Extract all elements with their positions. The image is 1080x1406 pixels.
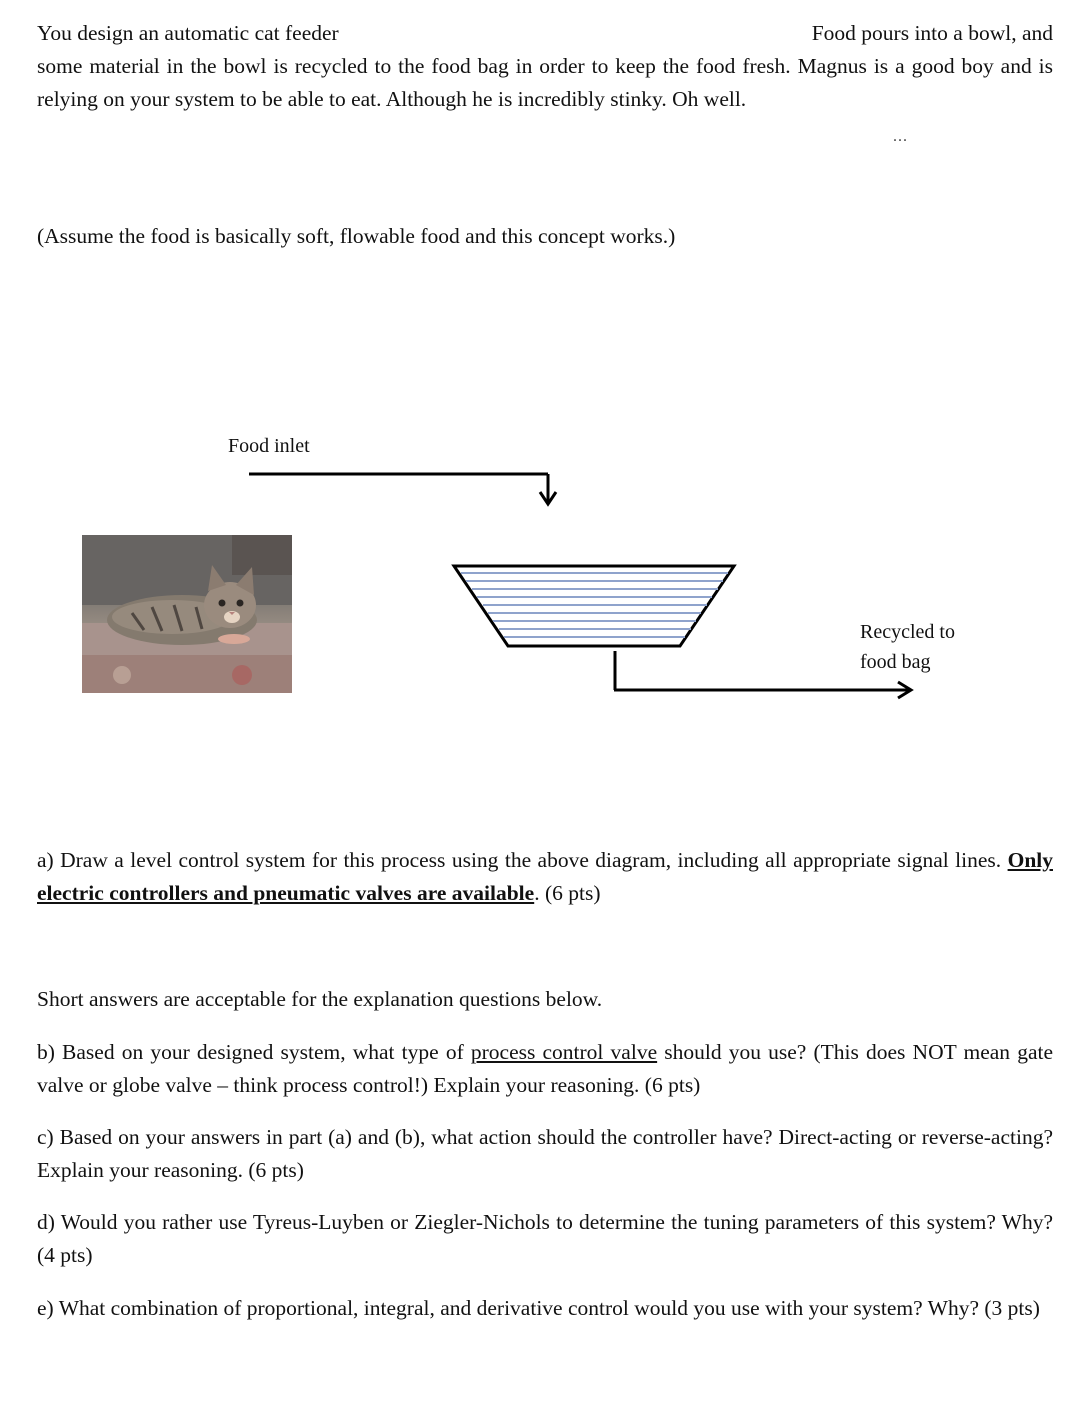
intro-paragraph: some material in the bowl is recycled to the food bag in order to keep the food fresh. Magnus is a good boy and is relying on your system to be able to eat. Although he is incredibly stinky. Oh well. xyxy=(37,54,1053,111)
short-answers-note: Short answers are acceptable for the explanation questions below. xyxy=(37,987,603,1011)
question-b-underlined: process control valve xyxy=(470,1040,658,1064)
question-b-suffix: should you use? (This does NOT mean gate valve or globe valve – think process control!) Explain your reasoning. (6 pts) xyxy=(37,1040,1054,1097)
question-a-prefix: a) Draw a level control system for this process using the above diagram, including all appropriate signal lines. xyxy=(37,848,1008,872)
intro-line-1-left: You design an automatic cat feeder xyxy=(37,21,339,45)
assumption-text: (Assume the food is basically soft, flowable food and this concept works.) xyxy=(37,224,676,248)
question-a xyxy=(37,844,1053,910)
cat-photo xyxy=(82,535,292,693)
question-a-suffix: . (6 pts) xyxy=(534,881,601,905)
intro-line-1-right: Food pours into a bowl, and xyxy=(811,21,1053,45)
recycle-label-line-2: food bag xyxy=(860,651,931,673)
recycle-label-line-1: Recycled to xyxy=(860,621,955,643)
question-a-emphasis: Only electric controllers and pneumatic valves are available xyxy=(37,848,1053,905)
bowl xyxy=(454,566,734,646)
question-c: c) Based on your answers in part (a) and (b), what action should the controller have? Direct-acting or reverse-acting? Explain your reasoning. (6 pts) xyxy=(37,1125,1053,1182)
ellipsis-mark: ... xyxy=(893,128,908,145)
question-b xyxy=(37,1036,1053,1102)
question-b-prefix: b) Based on your designed system, what type of xyxy=(37,1040,471,1064)
question-e: e) What combination of proportional, integral, and derivative control would you use with your system? Why? (3 pts) xyxy=(37,1296,1040,1320)
food-inlet-label: Food inlet xyxy=(228,435,310,457)
question-d: d) Would you rather use Tyreus-Luyben or Ziegler-Nichols to determine the tuning parameters of this system? Why? (4 pts) xyxy=(37,1210,1053,1267)
cat-illustration xyxy=(82,535,292,693)
